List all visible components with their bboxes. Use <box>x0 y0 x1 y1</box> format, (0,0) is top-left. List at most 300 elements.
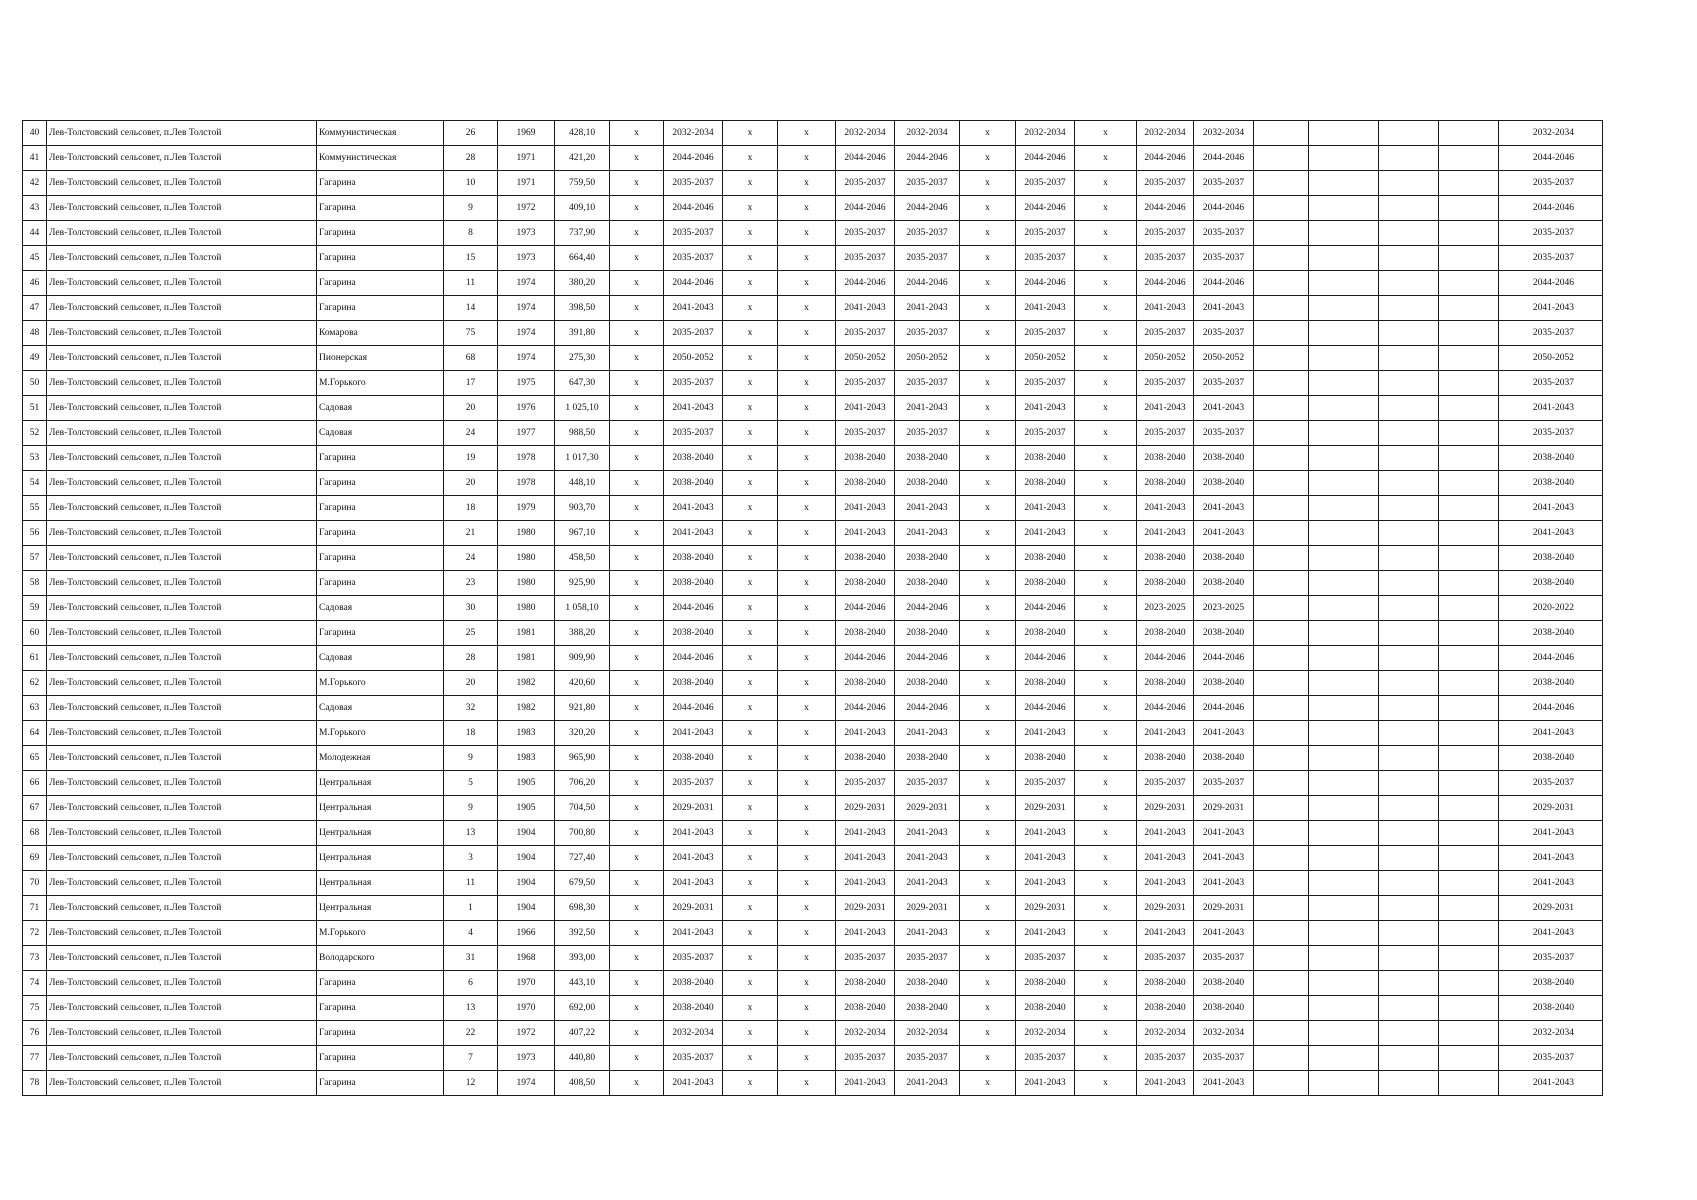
cell-period-4: 2044-2046 <box>1016 271 1075 296</box>
cell-period-2: 2044-2046 <box>836 196 895 221</box>
cell-house-number: 20 <box>444 396 498 421</box>
cell-col-7: х <box>610 646 664 671</box>
cell-col-15: х <box>1075 321 1137 346</box>
table-row <box>23 521 1603 546</box>
cell-build-year: 1978 <box>498 471 555 496</box>
cell-row-number: 78 <box>23 1071 47 1096</box>
cell-period-2: 2038-2040 <box>836 446 895 471</box>
cell-col-7: х <box>610 446 664 471</box>
cell-blank-2 <box>1309 746 1379 771</box>
cell-house-number: 23 <box>444 571 498 596</box>
table-row <box>23 821 1603 846</box>
cell-area: 700,80 <box>555 821 610 846</box>
table-row <box>23 996 1603 1021</box>
cell-blank-4 <box>1439 1021 1499 1046</box>
cell-period-4: 2041-2043 <box>1016 296 1075 321</box>
cell-col-15: х <box>1075 421 1137 446</box>
cell-period-4: 2038-2040 <box>1016 621 1075 646</box>
cell-blank-1 <box>1254 121 1309 146</box>
cell-blank-1 <box>1254 296 1309 321</box>
cell-municipality: Лев-Толстовский сельсовет, п.Лев Толстой <box>47 646 317 671</box>
cell-period-4: 2038-2040 <box>1016 971 1075 996</box>
cell-period-4: 2038-2040 <box>1016 471 1075 496</box>
cell-col-15: х <box>1075 871 1137 896</box>
cell-col-9: х <box>723 496 778 521</box>
cell-period-6: 2041-2043 <box>1194 496 1254 521</box>
cell-house-number: 24 <box>444 546 498 571</box>
cell-period-5: 2032-2034 <box>1137 1021 1194 1046</box>
cell-period-6: 2035-2037 <box>1194 421 1254 446</box>
cell-house-number: 9 <box>444 746 498 771</box>
cell-build-year: 1980 <box>498 571 555 596</box>
cell-area: 391,80 <box>555 321 610 346</box>
cell-final-period: 2038-2040 <box>1499 971 1603 996</box>
cell-municipality: Лев-Толстовский сельсовет, п.Лев Толстой <box>47 1071 317 1096</box>
cell-col-13: х <box>960 821 1016 846</box>
cell-col-10: х <box>778 996 836 1021</box>
cell-blank-2 <box>1309 296 1379 321</box>
cell-final-period: 2035-2037 <box>1499 321 1603 346</box>
cell-street: Гагарина <box>317 196 444 221</box>
cell-blank-2 <box>1309 521 1379 546</box>
cell-row-number: 74 <box>23 971 47 996</box>
cell-col-13: х <box>960 1021 1016 1046</box>
cell-period-6: 2038-2040 <box>1194 546 1254 571</box>
cell-period-4: 2029-2031 <box>1016 896 1075 921</box>
cell-blank-4 <box>1439 346 1499 371</box>
cell-period-1: 2041-2043 <box>664 296 723 321</box>
cell-period-2: 2032-2034 <box>836 121 895 146</box>
cell-house-number: 8 <box>444 221 498 246</box>
cell-period-1: 2035-2037 <box>664 421 723 446</box>
cell-build-year: 1904 <box>498 846 555 871</box>
cell-col-9: х <box>723 946 778 971</box>
cell-municipality: Лев-Толстовский сельсовет, п.Лев Толстой <box>47 1021 317 1046</box>
cell-blank-2 <box>1309 271 1379 296</box>
cell-col-15: х <box>1075 796 1137 821</box>
cell-blank-1 <box>1254 496 1309 521</box>
cell-period-1: 2038-2040 <box>664 471 723 496</box>
cell-period-4: 2038-2040 <box>1016 671 1075 696</box>
table-row <box>23 1071 1603 1096</box>
table-row <box>23 371 1603 396</box>
cell-final-period: 2041-2043 <box>1499 521 1603 546</box>
cell-period-5: 2035-2037 <box>1137 1046 1194 1071</box>
cell-blank-1 <box>1254 521 1309 546</box>
cell-period-5: 2041-2043 <box>1137 871 1194 896</box>
cell-period-5: 2041-2043 <box>1137 721 1194 746</box>
cell-street: Гагарина <box>317 496 444 521</box>
cell-municipality: Лев-Толстовский сельсовет, п.Лев Толстой <box>47 171 317 196</box>
cell-final-period: 2038-2040 <box>1499 671 1603 696</box>
cell-col-9: х <box>723 246 778 271</box>
cell-blank-4 <box>1439 121 1499 146</box>
cell-build-year: 1905 <box>498 796 555 821</box>
cell-row-number: 42 <box>23 171 47 196</box>
cell-period-4: 2035-2037 <box>1016 771 1075 796</box>
cell-period-5: 2035-2037 <box>1137 421 1194 446</box>
cell-row-number: 53 <box>23 446 47 471</box>
cell-col-15: х <box>1075 246 1137 271</box>
cell-period-2: 2050-2052 <box>836 346 895 371</box>
cell-final-period: 2038-2040 <box>1499 546 1603 571</box>
cell-col-9: х <box>723 971 778 996</box>
cell-col-7: х <box>610 321 664 346</box>
cell-period-6: 2041-2043 <box>1194 296 1254 321</box>
cell-blank-4 <box>1439 146 1499 171</box>
cell-period-2: 2041-2043 <box>836 396 895 421</box>
cell-col-9: х <box>723 521 778 546</box>
cell-blank-4 <box>1439 1046 1499 1071</box>
cell-period-5: 2038-2040 <box>1137 621 1194 646</box>
cell-blank-3 <box>1379 896 1439 921</box>
cell-col-7: х <box>610 221 664 246</box>
cell-street: Центральная <box>317 796 444 821</box>
cell-blank-3 <box>1379 1071 1439 1096</box>
cell-house-number: 28 <box>444 146 498 171</box>
cell-col-7: х <box>610 696 664 721</box>
cell-house-number: 30 <box>444 596 498 621</box>
cell-street: Пионерская <box>317 346 444 371</box>
cell-period-4: 2044-2046 <box>1016 646 1075 671</box>
cell-street: Гагарина <box>317 446 444 471</box>
cell-col-7: х <box>610 846 664 871</box>
cell-area: 1 025,10 <box>555 396 610 421</box>
cell-period-3: 2038-2040 <box>895 996 960 1021</box>
table-row <box>23 346 1603 371</box>
cell-col-10: х <box>778 746 836 771</box>
cell-street: Володарского <box>317 946 444 971</box>
cell-period-3: 2038-2040 <box>895 671 960 696</box>
cell-area: 737,90 <box>555 221 610 246</box>
cell-period-1: 2029-2031 <box>664 796 723 821</box>
cell-col-7: х <box>610 671 664 696</box>
cell-municipality: Лев-Толстовский сельсовет, п.Лев Толстой <box>47 346 317 371</box>
cell-final-period: 2044-2046 <box>1499 196 1603 221</box>
cell-period-5: 2035-2037 <box>1137 246 1194 271</box>
cell-period-4: 2029-2031 <box>1016 796 1075 821</box>
cell-period-1: 2044-2046 <box>664 646 723 671</box>
cell-period-5: 2041-2043 <box>1137 846 1194 871</box>
cell-period-5: 2035-2037 <box>1137 946 1194 971</box>
cell-area: 420,60 <box>555 671 610 696</box>
cell-blank-4 <box>1439 571 1499 596</box>
cell-period-2: 2029-2031 <box>836 896 895 921</box>
cell-period-4: 2035-2037 <box>1016 371 1075 396</box>
cell-blank-3 <box>1379 696 1439 721</box>
cell-col-7: х <box>610 771 664 796</box>
cell-blank-4 <box>1439 171 1499 196</box>
cell-period-5: 2041-2043 <box>1137 521 1194 546</box>
cell-col-13: х <box>960 596 1016 621</box>
cell-col-9: х <box>723 296 778 321</box>
cell-col-9: х <box>723 821 778 846</box>
cell-house-number: 15 <box>444 246 498 271</box>
cell-period-6: 2038-2040 <box>1194 671 1254 696</box>
cell-period-1: 2044-2046 <box>664 696 723 721</box>
cell-blank-1 <box>1254 1021 1309 1046</box>
cell-period-6: 2035-2037 <box>1194 246 1254 271</box>
cell-period-3: 2041-2043 <box>895 396 960 421</box>
cell-row-number: 43 <box>23 196 47 221</box>
cell-col-15: х <box>1075 121 1137 146</box>
table-row <box>23 221 1603 246</box>
cell-row-number: 62 <box>23 671 47 696</box>
cell-col-7: х <box>610 896 664 921</box>
cell-house-number: 28 <box>444 646 498 671</box>
cell-street: Комарова <box>317 321 444 346</box>
cell-street: Гагарина <box>317 1021 444 1046</box>
cell-period-3: 2029-2031 <box>895 896 960 921</box>
cell-col-10: х <box>778 971 836 996</box>
cell-street: Гагарина <box>317 546 444 571</box>
cell-blank-4 <box>1439 221 1499 246</box>
cell-blank-2 <box>1309 646 1379 671</box>
cell-blank-4 <box>1439 321 1499 346</box>
cell-col-15: х <box>1075 371 1137 396</box>
cell-period-5: 2041-2043 <box>1137 496 1194 521</box>
cell-period-1: 2035-2037 <box>664 171 723 196</box>
cell-blank-4 <box>1439 596 1499 621</box>
cell-col-15: х <box>1075 696 1137 721</box>
cell-col-9: х <box>723 796 778 821</box>
cell-blank-4 <box>1439 246 1499 271</box>
cell-final-period: 2038-2040 <box>1499 746 1603 771</box>
cell-col-13: х <box>960 921 1016 946</box>
cell-blank-2 <box>1309 771 1379 796</box>
cell-col-13: х <box>960 1071 1016 1096</box>
cell-final-period: 2038-2040 <box>1499 446 1603 471</box>
cell-period-1: 2038-2040 <box>664 571 723 596</box>
cell-blank-4 <box>1439 446 1499 471</box>
cell-municipality: Лев-Толстовский сельсовет, п.Лев Толстой <box>47 771 317 796</box>
cell-col-10: х <box>778 446 836 471</box>
cell-final-period: 2035-2037 <box>1499 421 1603 446</box>
cell-final-period: 2035-2037 <box>1499 221 1603 246</box>
cell-col-9: х <box>723 1021 778 1046</box>
cell-blank-2 <box>1309 421 1379 446</box>
cell-period-5: 2044-2046 <box>1137 271 1194 296</box>
cell-blank-3 <box>1379 996 1439 1021</box>
cell-period-1: 2032-2034 <box>664 121 723 146</box>
cell-row-number: 45 <box>23 246 47 271</box>
cell-street: Гагарина <box>317 1071 444 1096</box>
cell-municipality: Лев-Толстовский сельсовет, п.Лев Толстой <box>47 271 317 296</box>
cell-period-3: 2044-2046 <box>895 696 960 721</box>
cell-col-7: х <box>610 621 664 646</box>
cell-col-9: х <box>723 996 778 1021</box>
cell-row-number: 77 <box>23 1046 47 1071</box>
cell-row-number: 61 <box>23 646 47 671</box>
cell-final-period: 2035-2037 <box>1499 246 1603 271</box>
cell-col-15: х <box>1075 571 1137 596</box>
cell-blank-4 <box>1439 371 1499 396</box>
cell-period-5: 2038-2040 <box>1137 546 1194 571</box>
cell-period-2: 2044-2046 <box>836 146 895 171</box>
cell-col-10: х <box>778 896 836 921</box>
table-row <box>23 846 1603 871</box>
cell-period-6: 2035-2037 <box>1194 221 1254 246</box>
cell-row-number: 71 <box>23 896 47 921</box>
cell-street: Молодежная <box>317 746 444 771</box>
cell-period-3: 2038-2040 <box>895 621 960 646</box>
cell-street: Садовая <box>317 646 444 671</box>
cell-street: Гагарина <box>317 996 444 1021</box>
cell-blank-4 <box>1439 546 1499 571</box>
cell-street: Гагарина <box>317 571 444 596</box>
cell-area: 275,30 <box>555 346 610 371</box>
cell-col-9: х <box>723 321 778 346</box>
cell-blank-3 <box>1379 321 1439 346</box>
table-row <box>23 571 1603 596</box>
cell-build-year: 1975 <box>498 371 555 396</box>
cell-house-number: 26 <box>444 121 498 146</box>
cell-blank-4 <box>1439 471 1499 496</box>
cell-period-2: 2041-2043 <box>836 521 895 546</box>
cell-col-10: х <box>778 871 836 896</box>
cell-municipality: Лев-Толстовский сельсовет, п.Лев Толстой <box>47 446 317 471</box>
cell-period-2: 2041-2043 <box>836 846 895 871</box>
cell-col-10: х <box>778 771 836 796</box>
cell-final-period: 2044-2046 <box>1499 146 1603 171</box>
cell-blank-1 <box>1254 1046 1309 1071</box>
cell-col-15: х <box>1075 296 1137 321</box>
cell-house-number: 13 <box>444 996 498 1021</box>
cell-blank-3 <box>1379 221 1439 246</box>
cell-col-10: х <box>778 571 836 596</box>
cell-blank-3 <box>1379 746 1439 771</box>
cell-blank-2 <box>1309 996 1379 1021</box>
cell-blank-4 <box>1439 996 1499 1021</box>
table-row <box>23 246 1603 271</box>
cell-period-3: 2044-2046 <box>895 596 960 621</box>
cell-period-2: 2041-2043 <box>836 496 895 521</box>
cell-col-9: х <box>723 221 778 246</box>
cell-period-5: 2041-2043 <box>1137 396 1194 421</box>
cell-area: 448,10 <box>555 471 610 496</box>
cell-col-9: х <box>723 146 778 171</box>
cell-period-6: 2038-2040 <box>1194 471 1254 496</box>
cell-street: Садовая <box>317 696 444 721</box>
cell-blank-4 <box>1439 946 1499 971</box>
cell-col-15: х <box>1075 396 1137 421</box>
table-row <box>23 871 1603 896</box>
cell-period-5: 2038-2040 <box>1137 471 1194 496</box>
cell-blank-4 <box>1439 821 1499 846</box>
cell-col-10: х <box>778 296 836 321</box>
cell-blank-2 <box>1309 796 1379 821</box>
cell-blank-2 <box>1309 671 1379 696</box>
cell-area: 664,40 <box>555 246 610 271</box>
cell-col-9: х <box>723 771 778 796</box>
cell-period-4: 2044-2046 <box>1016 196 1075 221</box>
cell-blank-1 <box>1254 471 1309 496</box>
cell-col-15: х <box>1075 1046 1137 1071</box>
cell-final-period: 2035-2037 <box>1499 1046 1603 1071</box>
cell-municipality: Лев-Толстовский сельсовет, п.Лев Толстой <box>47 846 317 871</box>
cell-period-4: 2038-2040 <box>1016 571 1075 596</box>
cell-col-13: х <box>960 471 1016 496</box>
cell-municipality: Лев-Толстовский сельсовет, п.Лев Толстой <box>47 996 317 1021</box>
cell-period-1: 2041-2043 <box>664 496 723 521</box>
cell-street: Гагарина <box>317 521 444 546</box>
cell-period-5: 2038-2040 <box>1137 971 1194 996</box>
cell-final-period: 2038-2040 <box>1499 471 1603 496</box>
cell-period-1: 2041-2043 <box>664 396 723 421</box>
cell-col-10: х <box>778 171 836 196</box>
cell-col-13: х <box>960 546 1016 571</box>
cell-col-13: х <box>960 671 1016 696</box>
cell-period-3: 2041-2043 <box>895 1071 960 1096</box>
cell-row-number: 54 <box>23 471 47 496</box>
cell-house-number: 20 <box>444 471 498 496</box>
cell-blank-1 <box>1254 796 1309 821</box>
cell-col-10: х <box>778 1071 836 1096</box>
cell-street: Центральная <box>317 771 444 796</box>
cell-col-7: х <box>610 1021 664 1046</box>
cell-blank-4 <box>1439 421 1499 446</box>
table-row <box>23 621 1603 646</box>
cell-area: 388,20 <box>555 621 610 646</box>
cell-blank-3 <box>1379 171 1439 196</box>
cell-col-10: х <box>778 921 836 946</box>
cell-blank-3 <box>1379 371 1439 396</box>
cell-period-3: 2044-2046 <box>895 196 960 221</box>
cell-period-6: 2038-2040 <box>1194 971 1254 996</box>
cell-final-period: 2020-2022 <box>1499 596 1603 621</box>
cell-build-year: 1966 <box>498 921 555 946</box>
cell-col-9: х <box>723 871 778 896</box>
cell-col-10: х <box>778 196 836 221</box>
cell-blank-1 <box>1254 871 1309 896</box>
cell-build-year: 1971 <box>498 171 555 196</box>
cell-period-2: 2038-2040 <box>836 996 895 1021</box>
cell-blank-2 <box>1309 871 1379 896</box>
cell-period-6: 2041-2043 <box>1194 1071 1254 1096</box>
cell-final-period: 2041-2043 <box>1499 496 1603 521</box>
cell-blank-4 <box>1439 196 1499 221</box>
cell-municipality: Лев-Толстовский сельсовет, п.Лев Толстой <box>47 696 317 721</box>
cell-period-2: 2035-2037 <box>836 221 895 246</box>
cell-blank-2 <box>1309 896 1379 921</box>
cell-house-number: 5 <box>444 771 498 796</box>
cell-area: 759,50 <box>555 171 610 196</box>
cell-col-9: х <box>723 171 778 196</box>
cell-blank-2 <box>1309 346 1379 371</box>
cell-street: Садовая <box>317 421 444 446</box>
cell-period-5: 2050-2052 <box>1137 346 1194 371</box>
cell-blank-3 <box>1379 471 1439 496</box>
table-row <box>23 171 1603 196</box>
cell-municipality: Лев-Толстовский сельсовет, п.Лев Толстой <box>47 621 317 646</box>
cell-blank-4 <box>1439 671 1499 696</box>
cell-blank-1 <box>1254 221 1309 246</box>
cell-house-number: 31 <box>444 946 498 971</box>
cell-blank-1 <box>1254 646 1309 671</box>
cell-period-1: 2041-2043 <box>664 921 723 946</box>
cell-col-10: х <box>778 546 836 571</box>
cell-area: 967,10 <box>555 521 610 546</box>
cell-col-9: х <box>723 421 778 446</box>
cell-house-number: 9 <box>444 796 498 821</box>
cell-period-3: 2035-2037 <box>895 321 960 346</box>
cell-final-period: 2044-2046 <box>1499 646 1603 671</box>
cell-period-4: 2041-2043 <box>1016 496 1075 521</box>
cell-period-5: 2041-2043 <box>1137 821 1194 846</box>
cell-blank-3 <box>1379 846 1439 871</box>
cell-period-3: 2044-2046 <box>895 271 960 296</box>
cell-area: 965,90 <box>555 746 610 771</box>
